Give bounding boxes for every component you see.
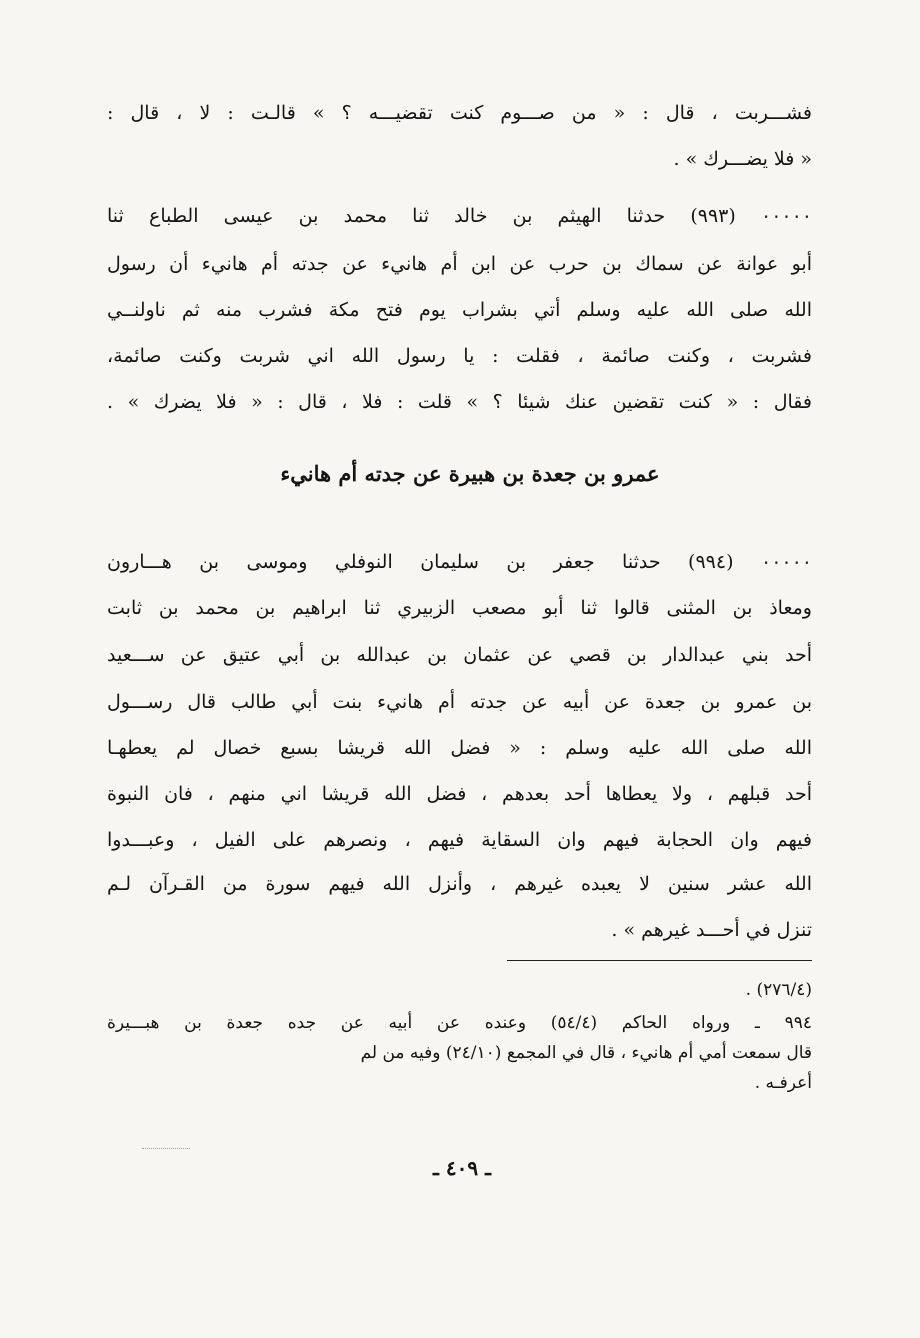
text-line: ٠٠٠٠٠ (٩٩٤) حدثنا جعفر بن سليمان النوفلي وموسى بن هـــارون [107,551,812,573]
footnote-line: أعرفـه . [754,1073,812,1093]
text-line: فشربت ، وكنت صائمة ، فقلت : يا رسول الله اني شربت وكنت صائمة، [107,345,812,367]
text-line: ومعاذ بن المثنى قالوا ثنا أبو مصعب الزبيري ثنا ابراهيم بن محمد بن ثابت [107,597,812,619]
footnote-line: (٢٧٦/٤) . [745,980,812,1000]
page-number: ـ ٤٠٩ ـ [433,1156,491,1180]
text-line: فيهم وان الحجابة فيهم وان السقاية فيهم ، ونصرهم على الفيل ، وعبـــدوا [107,829,812,851]
footnote-rule [507,960,812,961]
text-line: أحد بني عبدالدار بن قصي عن عثمان بن عبدالله بن أبي عتيق عن ســـعيد [107,644,812,666]
text-line: فقال : « كنت تقضين عنك شيئا ؟ » قلت : فلا ، قال : « فلا يضرك » . [107,391,812,413]
text-line: تنزل في أحـــد غيرهم » . [611,919,812,941]
text-line: الله صلى الله عليه وسلم أتي بشراب يوم فتح مكة فشرب منه ثم ناولنــي [107,299,812,321]
footnote-line: ٩٩٤ ـ ورواه الحاكم (٥٤/٤) وعنده عن أبيه عن جده جعدة بن هبـــيرة [107,1013,812,1033]
section-heading: عمرو بن جعدة بن هبيرة عن جدته أم هانيء [280,461,660,486]
text-line: الله صلى الله عليه وسلم : « فضل الله قريشا بسبع خصال لم يعطهـا [107,737,812,759]
footnote-line: قال سمعت أمي أم هانيء ، قال في المجمع (٢٤/١٠) وفيه من لم [360,1043,812,1063]
print-speck [142,1148,190,1152]
text-line: « فلا يضـــرك » . [673,148,812,170]
text-line: بن عمرو بن جعدة عن أبيه عن جدته أم هانيء بنت أبي طالب قال رســـول [107,691,812,713]
text-line: فشـــربت ، قال : « من صـــوم كنت تقضيـــه ؟ » قالـت : لا ، قال : [107,102,812,124]
text-line: أحد قبلهم ، ولا يعطاها أحد بعدهم ، فضل الله قريشا اني منهم ، فان النبوة [107,783,812,805]
text-line: أبو عوانة عن سماك بن حرب عن ابن أم هانيء عن جدته أم هانيء أن رسول [107,253,812,275]
text-line: ٠٠٠٠٠ (٩٩٣) حدثنا الهيثم بن خالد ثنا محمد بن عيسى الطباع ثنا [107,205,812,227]
text-line: الله عشر سنين لا يعبده غيرهم ، وأنزل الله فيهم سورة من القـرآن لـم [107,873,812,895]
